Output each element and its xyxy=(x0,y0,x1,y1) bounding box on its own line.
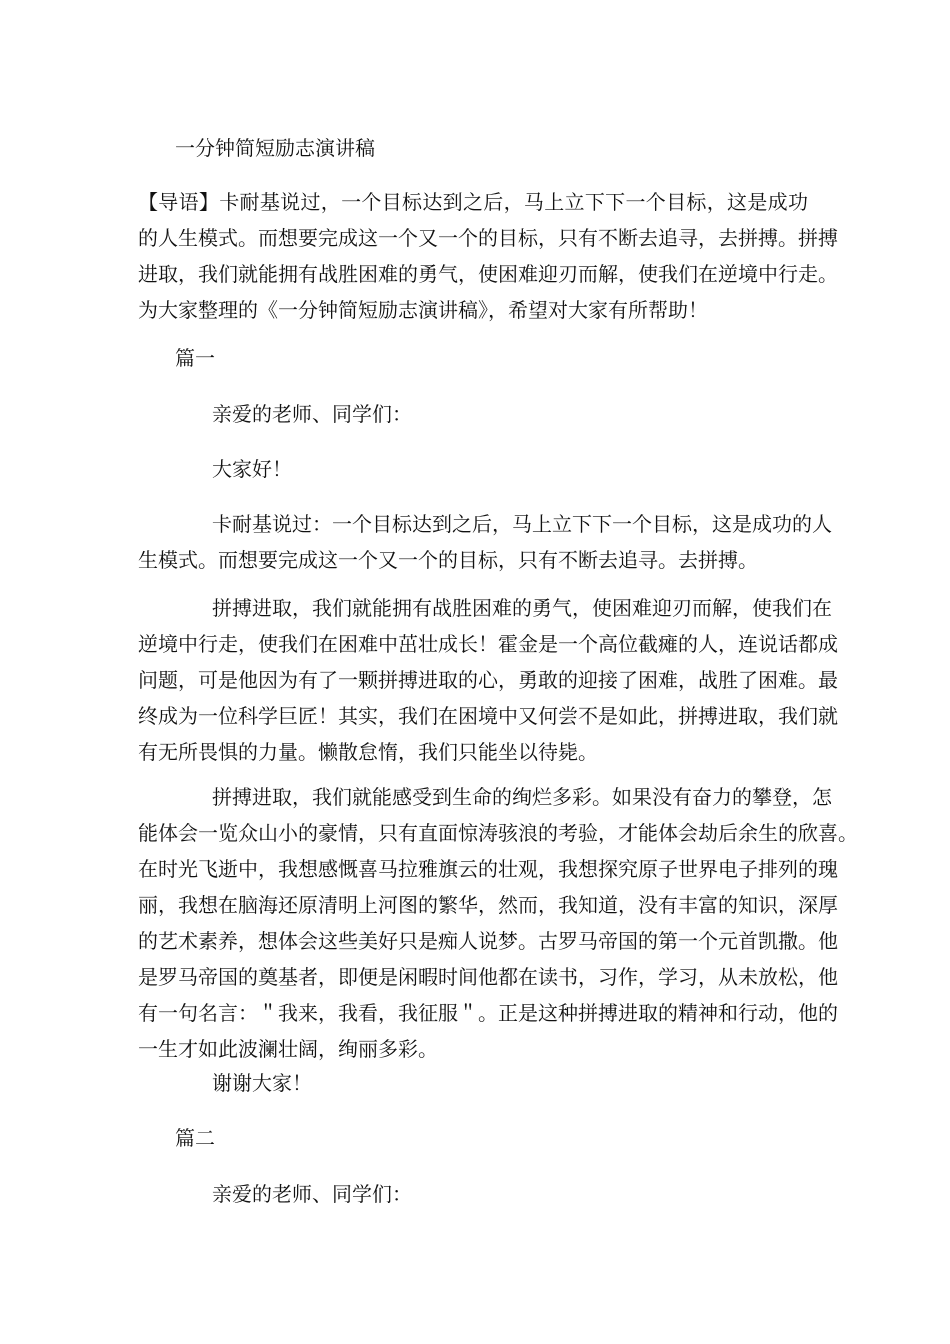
section2-heading: 篇二 xyxy=(175,1126,215,1150)
section1-paragraph-3 xyxy=(138,779,858,1067)
title-text: 一分钟简短励志演讲稿 xyxy=(175,136,375,160)
paragraph-line: 拼搏进取，我们就能感受到生命的绚烂多彩。如果没有奋力的攀登，怎 xyxy=(212,785,832,809)
paragraph-line: 一生才如此波澜壮阔，绚丽多彩。 xyxy=(138,1037,438,1061)
paragraph-line: 在时光飞逝中，我想感慨喜马拉雅旗云的壮观，我想探究原子世界电子排列的瑰 xyxy=(138,857,838,881)
section1-greeting: 大家好！ xyxy=(212,457,292,481)
paragraph-line: 是罗马帝国的奠基者，即便是闲暇时间他都在读书，习作，学习，从未放松，他 xyxy=(138,965,838,989)
paragraph-line: 有无所畏惧的力量。懒散怠惰，我们只能坐以待毙。 xyxy=(138,740,598,764)
paragraph-line: 逆境中行走，使我们在困难中茁壮成长！霍金是一个高位截瘫的人，连说话都成 xyxy=(138,632,838,656)
section1-heading: 篇一 xyxy=(175,346,215,370)
paragraph-line: 终成为一位科学巨匠！其实，我们在困境中又何尝不是如此，拼搏进取，我们就 xyxy=(138,704,838,728)
paragraph-line: 生模式。而想要完成这一个又一个的目标，只有不断去追寻。去拼搏。 xyxy=(138,548,758,572)
intro-line: 为大家整理的《一分钟简短励志演讲稿》，希望对大家有所帮助！ xyxy=(138,298,708,322)
intro-paragraph xyxy=(138,184,838,328)
intro-line: 进取，我们就能拥有战胜困难的勇气，使困难迎刃而解，使我们在逆境中行走。 xyxy=(138,262,838,286)
intro-line: 【导语】卡耐基说过，一个目标达到之后，马上立下下一个目标，这是成功 xyxy=(138,190,808,214)
section1-paragraph-1 xyxy=(138,506,832,578)
section1-closing: 谢谢大家！ xyxy=(212,1071,312,1095)
paragraph-line: 丽，我想在脑海还原清明上河图的繁华，然而，我知道，没有丰富的知识，深厚 xyxy=(138,893,838,917)
paragraph-line: 有一句名言：＂我来，我看，我征服＂。正是这种拼搏进取的精神和行动，他的 xyxy=(138,1001,838,1025)
intro-line: 的人生模式。而想要完成这一个又一个的目标，只有不断去追寻，去拼搏。拼搏 xyxy=(138,226,838,250)
section2-salutation: 亲爱的老师、同学们： xyxy=(212,1182,412,1206)
paragraph-line: 的艺术素养，想体会这些美好只是痴人说梦。古罗马帝国的第一个元首凯撒。他 xyxy=(138,929,838,953)
document-title xyxy=(175,130,375,166)
section1-salutation: 亲爱的老师、同学们： xyxy=(212,402,412,426)
paragraph-line: 拼搏进取，我们就能拥有战胜困难的勇气，使困难迎刃而解，使我们在 xyxy=(212,596,832,620)
section1-paragraph-2 xyxy=(138,590,838,770)
paragraph-line: 问题，可是他因为有了一颗拼搏进取的心，勇敢的迎接了困难，战胜了困难。最 xyxy=(138,668,838,692)
paragraph-line: 卡耐基说过：一个目标达到之后，马上立下下一个目标，这是成功的人 xyxy=(212,512,832,536)
paragraph-line: 能体会一览众山小的豪情，只有直面惊涛骇浪的考验，才能体会劫后余生的欣喜。 xyxy=(138,821,858,845)
